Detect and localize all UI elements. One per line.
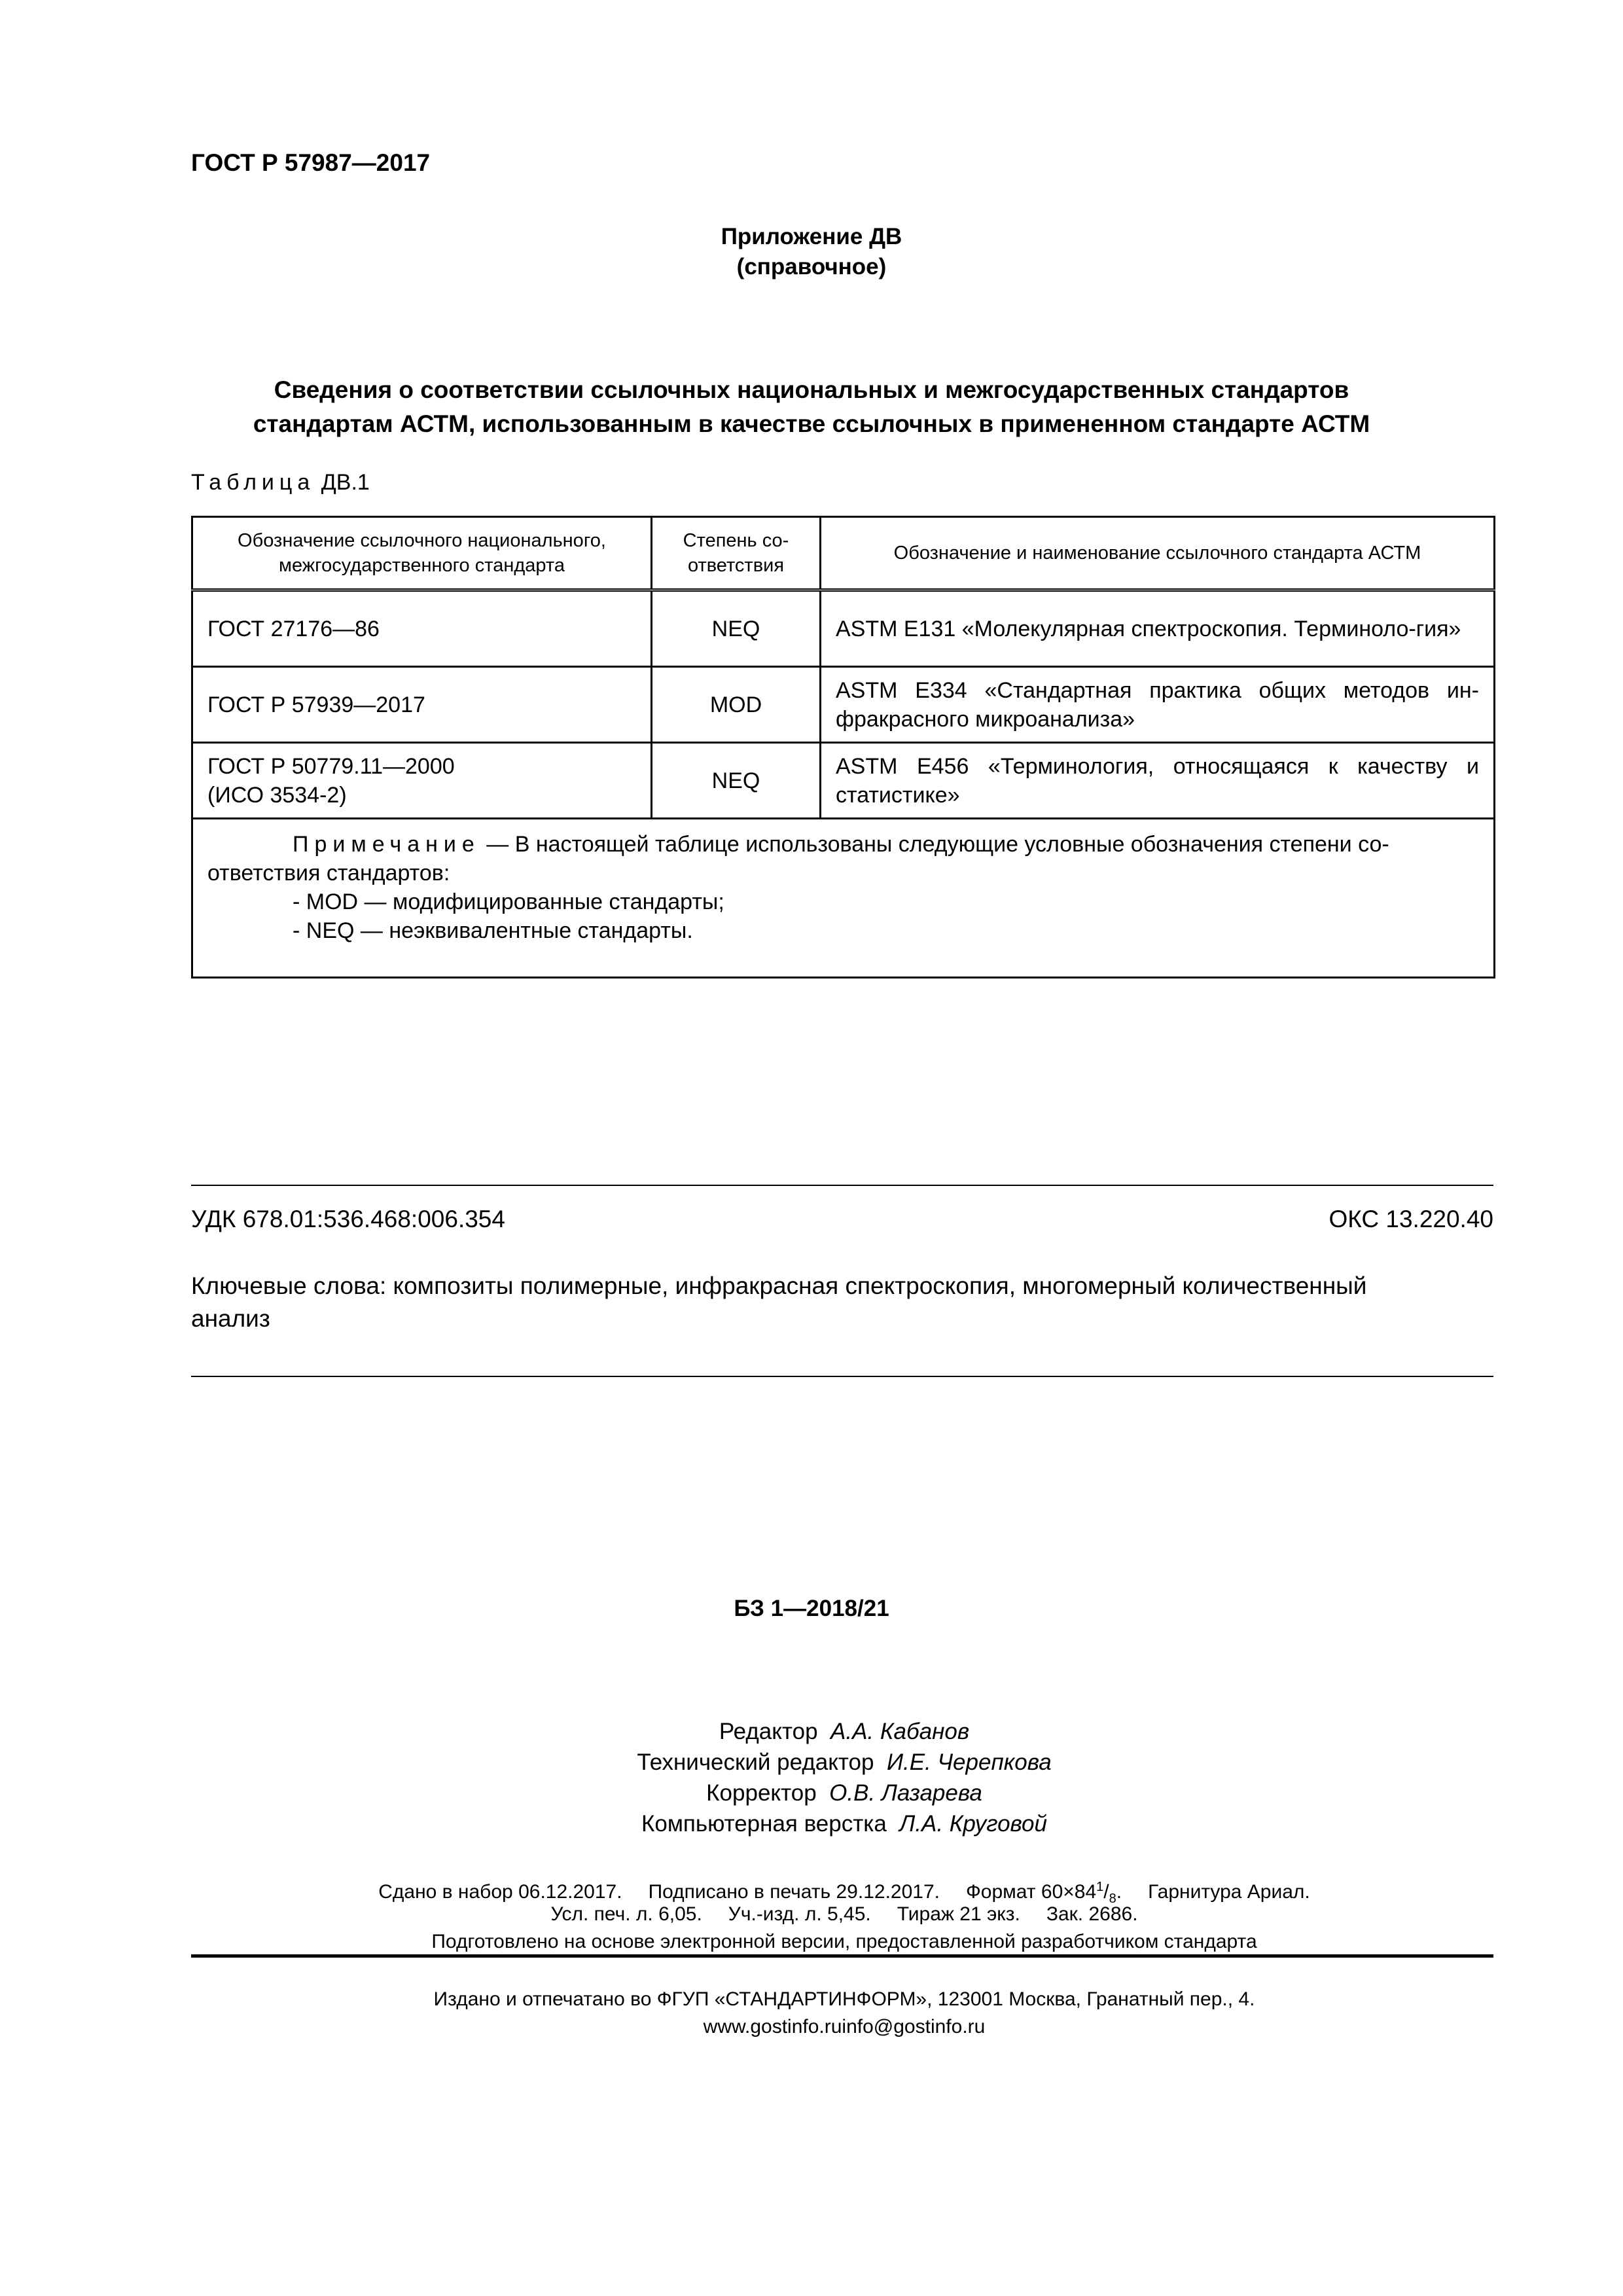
imprint-submitted: Сдано в набор 06.12.2017. (378, 1881, 622, 1903)
staff-name: Л.А. Круговой (899, 1811, 1047, 1837)
note-label: Примечание (293, 832, 480, 857)
staff-role: Корректор (706, 1780, 817, 1806)
table-row (192, 743, 1495, 819)
table-note (192, 819, 1495, 978)
staff-role: Редактор (719, 1719, 818, 1744)
national-standard-equivalent: (ИСО 3534-2) (207, 782, 347, 808)
note-item-mod: - MOD — модифицированные стандарты; (293, 889, 724, 914)
staff-layout (0, 1808, 1623, 1840)
imprint-prepared: Подготовлено на основе электронной версии, предоставленной разработчиком стандарта (431, 1931, 1257, 1952)
publisher-info (0, 1986, 1623, 2041)
annex-title: Приложение ДВ (721, 224, 902, 249)
imprint-format-denominator: 8 (1109, 1892, 1116, 1906)
publisher-contacts (0, 2013, 1623, 2041)
astm-standard-cell: ASTM E131 «Молекулярная спектроскопия. Терминоло-гия» (821, 590, 1495, 667)
national-standard-cell (192, 667, 652, 743)
imprint-line-1: Сдано в набор 06.12.2017. Подписано в печать 29.12.2017. Формат $60\times 84^1/_8$. Гарнитура Ариал. (378, 1880, 1310, 1906)
reference-standards-table (191, 516, 1495, 978)
header-national-standard-line-2: межгосударственного стандарта (279, 555, 565, 576)
udk-code: УДК 678.01:536.468:006.354 (191, 1206, 505, 1232)
header-national-standard (192, 517, 652, 590)
table-label-word: Таблица (191, 470, 315, 495)
divider-top (191, 1185, 1493, 1186)
header-degree (652, 517, 821, 590)
staff-tech-editor (0, 1747, 1623, 1778)
table-note-row (192, 819, 1495, 978)
header-national-standard-line-1: Обозначение ссылочного национального, (238, 530, 606, 551)
astm-standard-cell: ASTM E334 «Стандартная практика общих методов ин-фракрасного микроанализа» (821, 667, 1495, 743)
national-standard-code: ГОСТ Р 57939—2017 (207, 692, 425, 717)
table-row (192, 667, 1495, 743)
staff-role: Технический редактор (637, 1749, 874, 1775)
staff-role: Компьютерная верстка (641, 1811, 887, 1837)
table-header-row (192, 517, 1495, 590)
imprint-ed-sheets: Уч.-изд. л. 5,45. (728, 1903, 871, 1925)
annex-status: (справочное) (736, 254, 887, 279)
degree-cell: NEQ (652, 590, 821, 667)
divider-bottom (191, 1376, 1493, 1377)
note-first-line (207, 830, 1479, 859)
degree-cell: MOD (652, 667, 821, 743)
section-title (157, 373, 1466, 441)
imprint-signed: Подписано в печать 29.12.2017. (648, 1881, 940, 1903)
table-label (191, 470, 370, 495)
section-title-line-2: стандартам АСТМ, использованным в качестве ссылочных в примененном стандарте АСТМ (253, 410, 1370, 437)
table-row (192, 590, 1495, 667)
table-label-number: ДВ.1 (321, 470, 370, 495)
note-item-neq: - NEQ — неэквивалентные стандарты. (293, 918, 693, 943)
national-standard-cell (192, 743, 652, 819)
keywords (191, 1270, 1493, 1335)
imprint-run: Тираж 21 экз. (897, 1903, 1020, 1925)
imprint-sheets: Усл. печ. л. 6,05. (550, 1903, 702, 1925)
staff-name: И.Е. Черепкова (886, 1749, 1052, 1775)
national-standard-code: ГОСТ 27176—86 (207, 616, 380, 641)
colophon-divider (191, 1954, 1493, 1958)
national-standard-code: ГОСТ Р 50779.11—2000 (207, 753, 455, 779)
imprint-line-2 (0, 1901, 1623, 1928)
publisher-email-link[interactable]: info@gostinfo.ru (842, 2016, 986, 2037)
oks-code: ОКС 13.220.40 (1329, 1206, 1493, 1232)
keywords-line-2: анализ (191, 1305, 270, 1332)
astm-standard-cell: ASTM E456 «Терминология, относящаяся к качеству и статистике» (821, 743, 1495, 819)
degree-cell: NEQ (652, 743, 821, 819)
staff-corrector (0, 1778, 1623, 1809)
staff-name: А.А. Кабанов (830, 1719, 970, 1744)
staff-name: О.В. Лазарева (829, 1780, 982, 1806)
header-degree-line-1: Степень со- (683, 530, 789, 551)
document-code: ГОСТ Р 57987—2017 (191, 149, 431, 176)
header-astm-standard: Обозначение и наименование ссылочного стандарта АСТМ (821, 517, 1495, 590)
header-degree-line-2: ответствия (687, 555, 785, 576)
publisher-address: Издано и отпечатано во ФГУП «СТАНДАРТИНФОРМ», 123001 Москва, Гранатный пер., 4. (433, 1988, 1255, 2010)
imprint-font: Гарнитура Ариал. (1148, 1881, 1310, 1903)
publisher-website-link[interactable]: www.gostinfo.ru (703, 2016, 842, 2037)
imprint-format-numerator: 1 (1096, 1880, 1104, 1894)
note-text-continued: ответствия стандартов: (207, 861, 450, 886)
staff-editor (0, 1716, 1623, 1748)
imprint-order: Зак. 2686. (1046, 1903, 1138, 1925)
section-title-line-1: Сведения о соответствии ссылочных национальных и межгосударственных стандартов (274, 376, 1349, 403)
bz-number: БЗ 1—2018/21 (734, 1596, 889, 1621)
imprint-format: Формат 60×84 (965, 1881, 1097, 1903)
note-text: — В настоящей таблице использованы следующие условные обозначения степени со- (480, 832, 1389, 857)
keywords-line-1: Ключевые слова: композиты полимерные, инфракрасная спектроскопия, многомерный количественный (191, 1272, 1367, 1299)
national-standard-cell (192, 590, 652, 667)
